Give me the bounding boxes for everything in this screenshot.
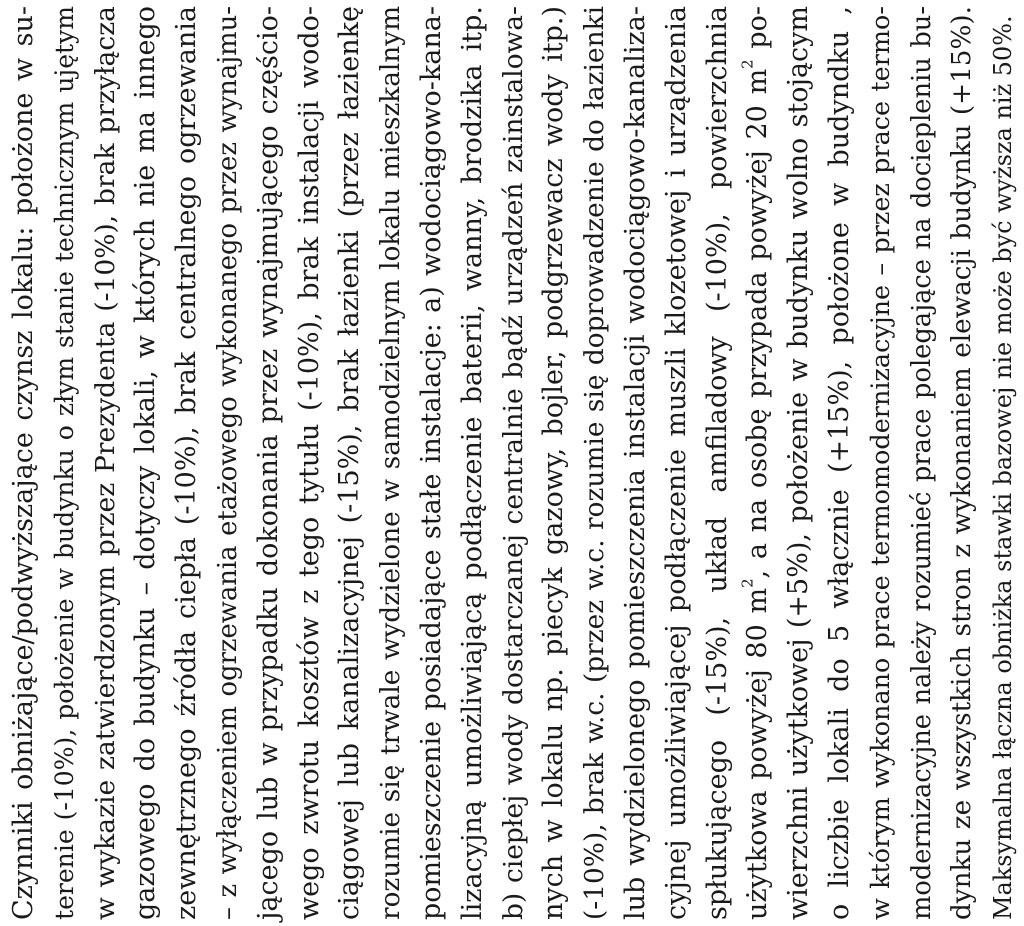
text-line: modernizacyjne należy rozumieć prace polegające na dociepleniu bu- xyxy=(906,6,937,920)
text-line: terenie (-10%), położenie w budynku o złym stanie technicznym ujętym xyxy=(49,6,79,920)
text-segment: po- xyxy=(742,6,774,60)
text-line: jącego lub w przypadku dokonania przez wynajmującego częścio- xyxy=(252,6,284,920)
text-line: rozumie się trwale wydzielone w samodzielnym lokalu mieszkalnym xyxy=(376,6,407,920)
text-line: spłukującego (-15%), układ amfiladowy (-10%), powierzchnia xyxy=(701,6,733,920)
text-line: w którym wykonano prace termomodernizacyjne – przez prace termo- xyxy=(865,6,896,920)
text-line: (-10%), brak w.c. (przez w.c. rozumie się doprowadzenie do łazienki xyxy=(580,6,611,920)
text-line: pomieszczenie posiadające stałe instalacje: a) wodociągowo-kana- xyxy=(415,6,447,920)
text-line: ciągowej lub kanalizacyjnej (-15%), brak łazienki (przez łazienkę xyxy=(334,6,366,920)
text-line: gazowego do budynku – dotyczy lokali, w których nie ma innego xyxy=(130,6,162,920)
text-line: w wykazie zatwierdzonym przez Prezydenta (-10%), brak przyłącza xyxy=(89,6,121,920)
text-line: wego zwrotu kosztów z tego tytułu (-10%), brak instalacji wodo- xyxy=(293,6,325,920)
text-line: o liczbie lokali do 5 włącznie (+15%), położone w budyndku , xyxy=(823,6,855,920)
text-line: Maksymalna łączna obniżka stawki bazowej nie może być wyższa niż 50%. xyxy=(989,15,1018,920)
superscript: 2 xyxy=(738,59,757,69)
text-line: lub wydzielonego pomieszczenia instalacji wodociągowo-kanaliza- xyxy=(619,6,651,920)
text-line: dynku ze wszystkich stron z wykonaniem elewacji budynku (+15%). xyxy=(947,6,978,920)
document-paragraph xyxy=(4,6,1024,920)
text-line: lizacyjną umożliwiającą podłączenie baterii, wanny, brodzika itp. xyxy=(456,6,488,920)
text-line: wierzchni użytkowej (+5%), położenie w budynku wolno stojącym xyxy=(783,6,815,920)
text-line: nych w lokalu np. piecyk gazowy, bojler, podgrzewacz wody itp.) xyxy=(538,6,570,920)
text-segment: , a na osobę przypada powyżej 20 m xyxy=(742,68,774,579)
text-line: b) ciepłej wody dostarczanej centralnie bądź urządzeń zainstalowa- xyxy=(497,6,529,920)
superscript: 2 xyxy=(738,578,757,588)
text-line-with-superscripts xyxy=(738,6,779,920)
text-line: cyjnej umożliwiającej podłączenie muszli klozetowej i urządzenia xyxy=(660,6,692,920)
text-line: zewnętrznego źródła ciepła (-10%), brak centralnego ogrzewania xyxy=(171,6,203,920)
text-line: Czynniki obniżające/podwyższające czynsz lokalu: położone w su- xyxy=(8,6,39,920)
text-segment: użytkowa powyżej 80 m xyxy=(742,587,774,920)
text-line: – z wyłączeniem ogrzewania etażowego wykonanego przez wynajmu- xyxy=(212,6,243,920)
